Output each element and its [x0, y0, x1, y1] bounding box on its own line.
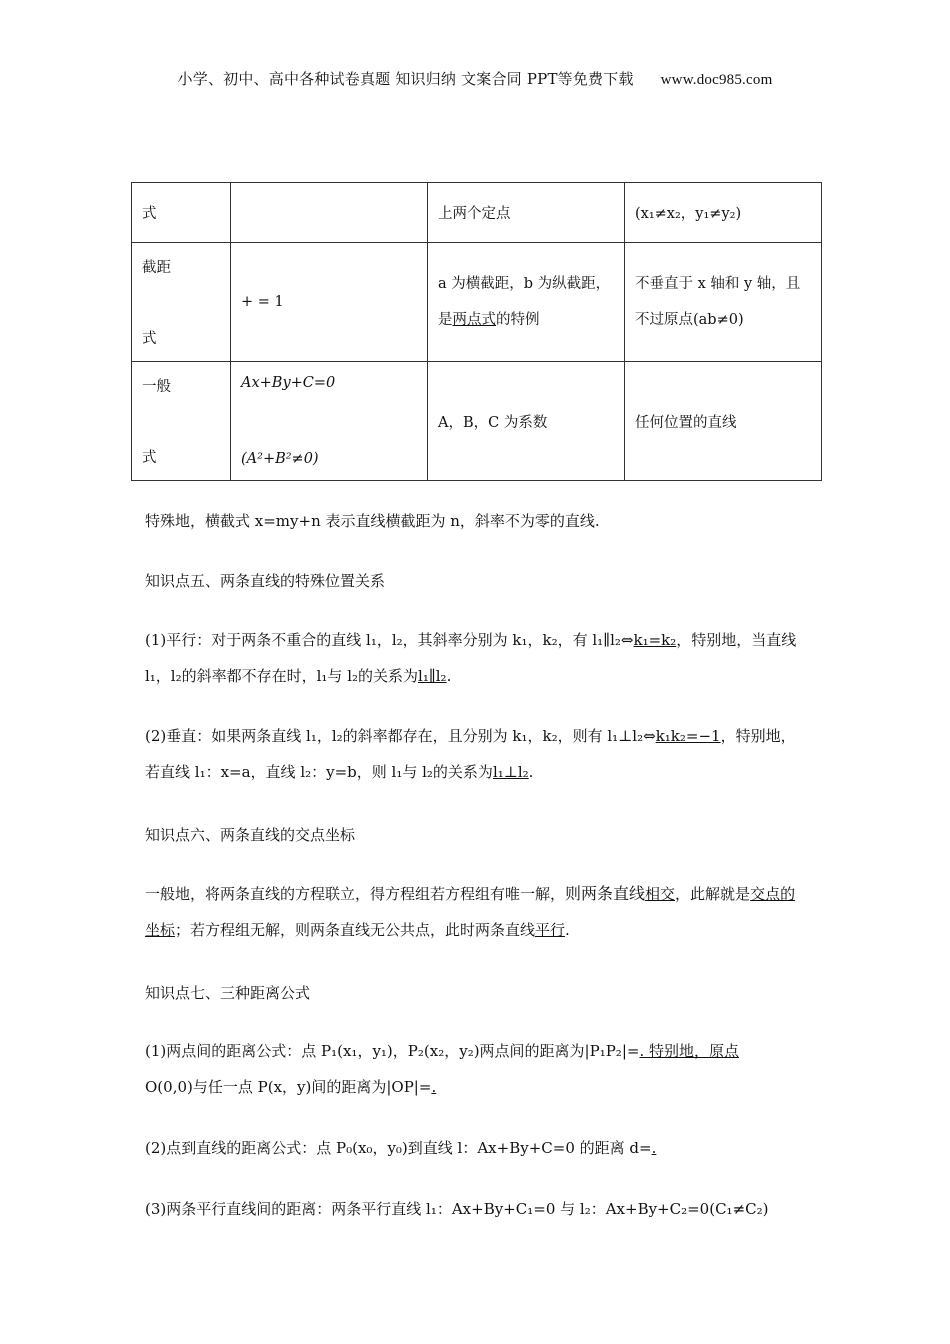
- paragraph-perpendicular: [145, 718, 807, 790]
- underlined-answer: l₁∥l₂: [418, 667, 447, 685]
- paragraph-point-line-distance: [145, 1130, 807, 1166]
- text-run: ；若方程组无解，则两条直线无公共点，此时两条直线: [175, 921, 536, 939]
- underlined-answer: 相交: [645, 885, 676, 903]
- cell-text: 的特例: [496, 312, 540, 328]
- text-run: 一般地，将两条直线的方程联立，得方程组若方程组有唯一解，: [145, 885, 566, 903]
- cell-line: 式: [142, 331, 157, 347]
- text-run: (1)两点间的距离公式：点 P₁(x₁，y₁)，P₂(x₂，y₂)两点间的距离为|P₁P₂|=: [145, 1042, 640, 1060]
- table-cell: [428, 243, 625, 362]
- table-cell: [231, 183, 428, 243]
- text-run: (2)垂直：如果两条直线 l₁，l₂的斜率都存在，且分别为 k₁，k₂，则有 l₁⊥l₂⇔: [145, 727, 656, 745]
- table-cell: 不垂直于 x 轴和 y 轴，且不过原点(ab≠0): [625, 243, 822, 362]
- text-run: 则两条直线: [565, 884, 646, 903]
- underlined-answer: l₁⊥l₂: [492, 763, 529, 781]
- paragraph-intersection: [145, 876, 807, 948]
- text-run: ，特别地，当直线 l₁，l₂的斜率都不存在时，l₁与 l₂的关系为: [145, 631, 797, 685]
- text-run: ，此解就是: [675, 885, 751, 903]
- text-run: .: [446, 667, 452, 685]
- cell-line: 一般: [142, 379, 171, 395]
- table-cell: + = 1: [231, 243, 428, 362]
- underlined-answer: . 特别地，原点: [639, 1042, 739, 1060]
- underlined-answer: .: [651, 1139, 657, 1157]
- text-run: (1)平行：对于两条不重合的直线 l₁，l₂，其斜率分别为 k₁，k₂，有 l₁∥l₂⇔: [145, 631, 634, 649]
- underlined-answer: 平行: [535, 921, 566, 939]
- text-run: O(0,0)与任一点 P(x，y)间的距离为|OP|=: [145, 1078, 432, 1096]
- table-cell: 任何位置的直线: [625, 362, 822, 481]
- cell-line: 截距: [142, 260, 171, 276]
- heading-knowledge-6: 知识点六、两条直线的交点坐标: [145, 826, 356, 844]
- table-row: [132, 183, 822, 243]
- heading-knowledge-7: 知识点七、三种距离公式: [145, 984, 311, 1002]
- underlined-answer: k₁k₂=−1: [655, 727, 721, 745]
- table-cell: [132, 243, 231, 362]
- header-url[interactable]: www.doc985.com: [660, 72, 773, 88]
- text-run: ，特别地，若直线 l₁：x=a，直线 l₂：y=b，则 l₁与 l₂的关系为: [145, 727, 796, 781]
- underlined-answer: k₁=k₂: [633, 631, 677, 649]
- table-cell: 式: [132, 183, 231, 243]
- cell-line: 式: [142, 450, 157, 466]
- paragraph-parallel-line-distance: (3)两条平行直线间的距离：两条平行直线 l₁：Ax+By+C₁=0 与 l₂：Ax+By+C₂=0(C₁≠C₂): [145, 1200, 769, 1218]
- paragraph-special-case: 特殊地，横截式 x=my+n 表示直线横截距为 n，斜率不为零的直线.: [145, 512, 600, 530]
- heading-knowledge-5: 知识点五、两条直线的特殊位置关系: [145, 572, 386, 590]
- underlined-answer: 交点的坐标: [145, 885, 796, 939]
- table-cell: (x₁≠x₂，y₁≠y₂): [625, 183, 822, 243]
- table-cell: [231, 362, 428, 481]
- table-row: [132, 362, 822, 481]
- text-run: .: [565, 921, 570, 939]
- table-row: [132, 243, 822, 362]
- cell-text: a 为横截距，b 为纵截距，是: [438, 276, 611, 328]
- cell-line: (A²+B²≠0): [241, 451, 319, 467]
- paragraph-two-point-distance: [145, 1033, 807, 1105]
- line-equation-table: [131, 182, 822, 481]
- underlined-answer: .: [431, 1078, 437, 1096]
- page-header: [0, 68, 950, 89]
- text-run: (2)点到直线的距离公式：点 P₀(x₀，y₀)到直线 l：Ax+By+C=0 的距离 d=: [145, 1139, 652, 1157]
- paragraph-parallel: [145, 622, 807, 694]
- table-cell: A，B，C 为系数: [428, 362, 625, 481]
- table-cell: 上两个定点: [428, 183, 625, 243]
- table-cell: [132, 362, 231, 481]
- header-text: 小学、初中、高中各种试卷真题 知识归纳 文案合同 PPT等免费下载: [177, 70, 634, 88]
- cell-line: Ax+By+C=0: [241, 375, 336, 391]
- text-run: .: [528, 763, 534, 781]
- underlined-answer: 两点式: [452, 312, 496, 328]
